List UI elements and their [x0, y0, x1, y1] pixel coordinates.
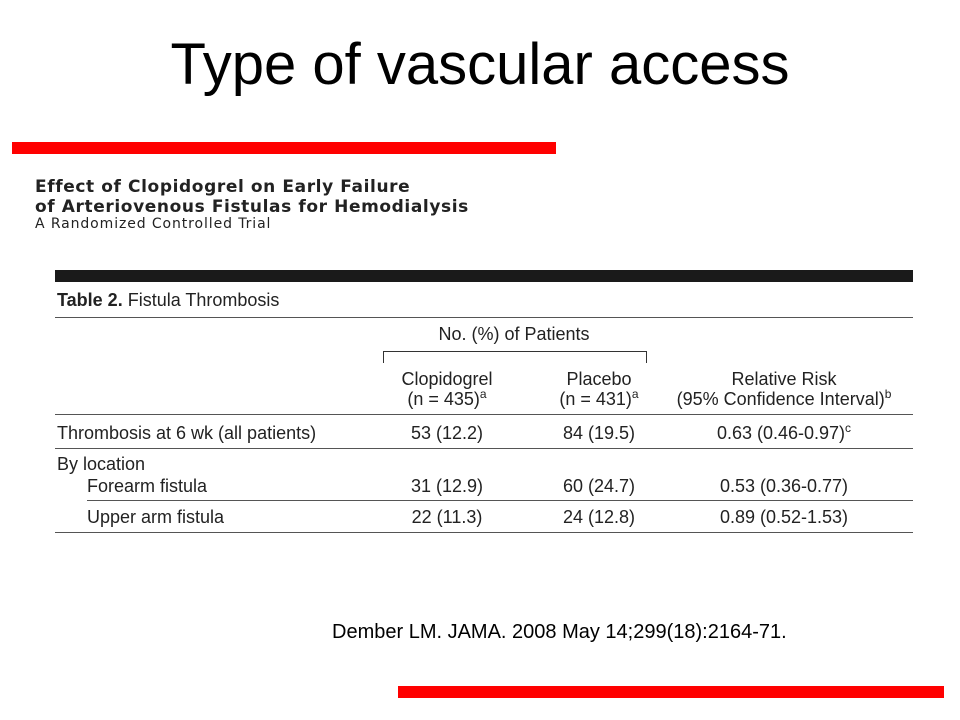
paper-header — [35, 177, 469, 231]
paper-title-line2: of Arteriovenous Fistulas for Hemodialysis — [35, 197, 469, 217]
cell-forearm-rr: 0.53 (0.36-0.77) — [719, 476, 849, 496]
slide-title: Type of vascular access — [170, 32, 790, 97]
table-label: Table 2. — [57, 290, 123, 310]
cell-upper-arm-rr: 0.89 (0.52-1.53) — [719, 507, 849, 527]
col-header-placebo-footnote: a — [631, 387, 639, 401]
cell-upper-arm-clopidogrel: 22 (11.3) — [411, 507, 483, 527]
citation: Dember LM. JAMA. 2008 May 14;299(18):2164-71. — [332, 621, 787, 643]
col-header-clopidogrel-line2: (n = 435) — [407, 389, 480, 409]
group-header: No. (%) of Patients — [438, 324, 590, 344]
fistula-thrombosis-table — [55, 270, 913, 536]
bottom-accent-bar — [398, 686, 944, 698]
col-header-clopidogrel-line1: Clopidogrel — [401, 369, 493, 389]
cell-thrombosis-rr-value: 0.63 (0.46-0.97) — [716, 423, 846, 443]
top-accent-bar — [12, 142, 556, 154]
row-label-forearm: Forearm fistula — [87, 476, 208, 496]
group-bracket — [383, 351, 647, 363]
col-header-placebo-line2: (n = 431) — [559, 389, 632, 409]
table-bottom-rule — [55, 532, 913, 533]
col-header-rr-line1: Relative Risk — [731, 369, 837, 389]
paper-title-line1: Effect of Clopidogrel on Early Failure — [35, 177, 411, 197]
col-header-placebo-line1: Placebo — [566, 369, 632, 389]
cell-thrombosis-rr — [655, 423, 913, 443]
cell-thrombosis-clopidogrel: 53 (12.2) — [410, 423, 484, 443]
cell-upper-arm-placebo: 24 (12.8) — [562, 507, 636, 527]
col-header-relative-risk — [655, 369, 913, 409]
row-rule-2 — [87, 500, 913, 501]
row-label-upper-arm: Upper arm fistula — [87, 507, 225, 527]
header-rule — [55, 414, 913, 415]
table-top-rule — [55, 270, 913, 282]
table-title: Fistula Thrombosis — [127, 290, 280, 310]
col-header-placebo — [525, 369, 673, 409]
caption-rule — [55, 317, 913, 318]
col-header-clopidogrel-footnote: a — [479, 387, 487, 401]
paper-subtitle: A Randomized Controlled Trial — [35, 216, 272, 232]
cell-forearm-placebo: 60 (24.7) — [562, 476, 636, 496]
col-header-rr-footnote: b — [884, 387, 892, 401]
cell-thrombosis-placebo: 84 (19.5) — [562, 423, 636, 443]
row-label-thrombosis: Thrombosis at 6 wk (all patients) — [57, 423, 317, 443]
row-label-by-location: By location — [57, 454, 146, 474]
table-caption — [55, 290, 913, 310]
cell-thrombosis-rr-footnote: c — [845, 421, 852, 435]
row-rule-1 — [55, 448, 913, 449]
cell-forearm-clopidogrel: 31 (12.9) — [410, 476, 484, 496]
col-header-clopidogrel — [373, 369, 521, 409]
col-header-rr-line2: (95% Confidence Interval) — [676, 389, 885, 409]
